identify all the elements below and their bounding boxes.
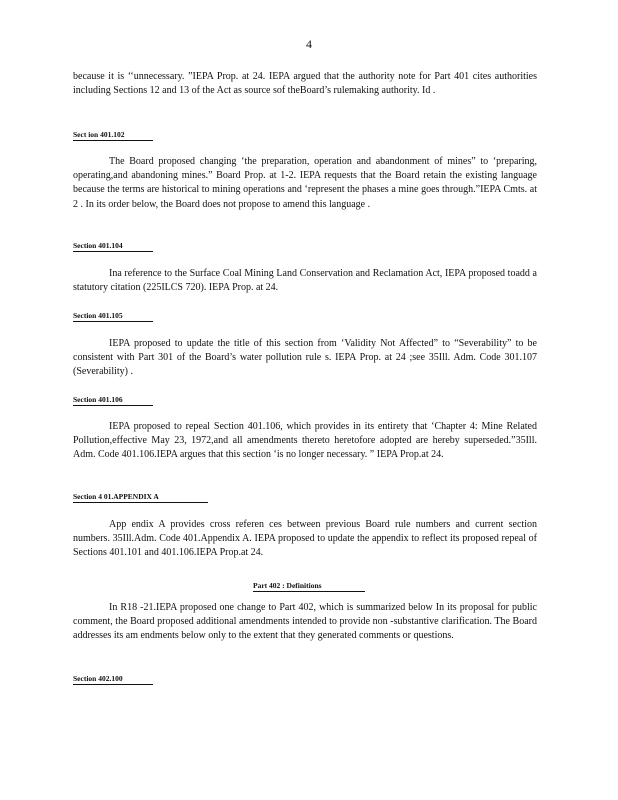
paragraph-401-106: IEPA proposed to repeal Section 401.106, which provides in its entirety that ‘Chapter 4: Mine Related Pollution,effective May 23, 1972,and all amendments thereto heretofore adopted are hereby superseded.”35Ill. Adm. Code 401.106.IEPA argues that this section ‘is no longer necessary. ” IEPA Prop.at 24. (73, 421, 537, 461)
paragraph-401-105: IEPA proposed to update the title of this section from ‘Validity Not Affected” to “Severability” to be consistent with Part 301 of the Board’s water pollution rule s. IEPA Prop. at 24 ;see 35Ill. Adm. Code 301.107 (Severability) . (73, 338, 537, 378)
section-heading-401-105: Section 401.105 (73, 311, 153, 322)
part-heading-wrap (0, 575, 618, 593)
paragraph-401-appendix-a: App endix A provides cross referen ces between previous Board rule numbers and current section numbers. 35Ill.Adm. Code 401.Appendix A. IEPA proposed to update the appendix to reflect its proposed repeal of Sections 401.101 and 401.106.IEPA Prop.at 24. (73, 519, 537, 559)
page-number: 4 (306, 37, 312, 51)
paragraph-401-102: The Board proposed changing ‘the preparation, operation and abandonment of mines” to ‘preparing, operating,and abandoning mines.” Board Prop. at 1-2. IEPA requests that the Board retain the existing language because the terms are historical to mining operations and ‘represent the phases a mine goes through.”IEPA Cmts. at 2 . In its order below, the Board does not propose to amend this language . (73, 156, 537, 210)
section-heading-401-104: Section 401.104 (73, 241, 153, 252)
section-heading-401-102: Sect ion 401.102 (73, 130, 153, 141)
section-heading-401-106: Section 401.106 (73, 395, 153, 406)
paragraph-part-402: In R18 -21.IEPA proposed one change to Part 402, which is summarized below In its proposal for public comment, the Board proposed additional amendments intended to provide non -substantive clarification. The Board addresses its am endments below only to the extent that they generated comments or questions. (73, 602, 537, 642)
paragraph-intro: because it is ‘‘unnecessary. ”IEPA Prop. at 24. IEPA argued that the authority note for Part 401 cites authorities including Sections 12 and 13 of the Act as source sof theBoard’s rulemaking authority. Id . (73, 71, 537, 97)
section-heading-402-100: Section 402.100 (73, 674, 153, 685)
part-heading-402-definitions: Part 402 : Definitions (253, 581, 365, 592)
paragraph-401-104: Ina reference to the Surface Coal Mining Land Conservation and Reclamation Act, IEPA proposed toadd a statutory citation (225ILCS 720). IEPA Prop. at 24. (73, 268, 537, 294)
section-heading-401-appendix-a: Section 4 01.APPENDIX A (73, 492, 208, 503)
